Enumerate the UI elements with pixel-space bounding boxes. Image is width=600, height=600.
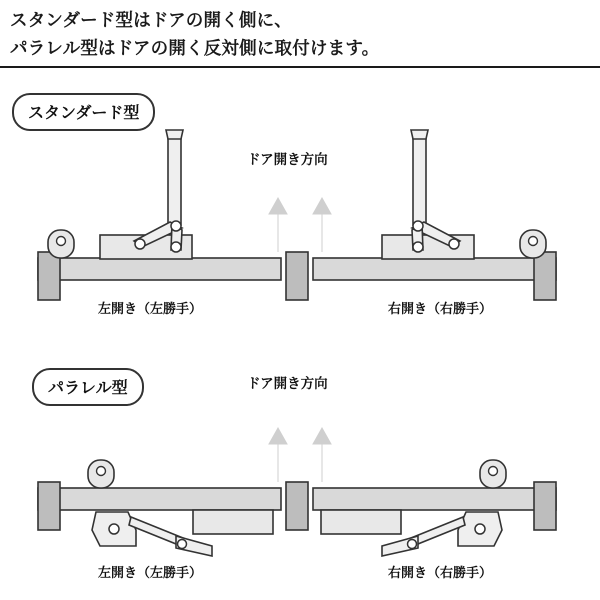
- caption-parallel-right: 右開き（右勝手）: [388, 565, 493, 580]
- caption-standard-left: 左開き（左勝手）: [98, 301, 203, 316]
- parallel-right-arm: [382, 512, 502, 556]
- parallel-center-jamb: [286, 482, 308, 530]
- header-line-1: スタンダード型はドアの開く側に、: [10, 10, 292, 30]
- parallel-left-door: [38, 460, 281, 556]
- section-label-parallel: パラレル型: [32, 368, 144, 406]
- standard-left-arm: [134, 130, 183, 252]
- standard-direction-arrows: [269, 198, 331, 252]
- direction-label-parallel: ドア開き方向: [247, 376, 328, 391]
- standard-left-door: [38, 130, 281, 300]
- standard-right-door: [313, 130, 556, 300]
- caption-standard-right: 右開き（右勝手）: [388, 301, 493, 316]
- parallel-left-arm: [92, 512, 212, 556]
- caption-parallel-left: 左開き（左勝手）: [98, 565, 203, 580]
- standard-center-jamb: [286, 252, 308, 300]
- section-label-standard: スタンダード型: [12, 93, 155, 131]
- header-line-2: パラレル型はドアの開く反対側に取付けます。: [10, 38, 380, 58]
- standard-right-arm: [411, 130, 460, 252]
- header-banner: [0, 0, 600, 68]
- parallel-direction-arrows: [269, 428, 331, 482]
- parallel-right-door: [313, 460, 556, 556]
- direction-label-standard: ドア開き方向: [247, 152, 328, 167]
